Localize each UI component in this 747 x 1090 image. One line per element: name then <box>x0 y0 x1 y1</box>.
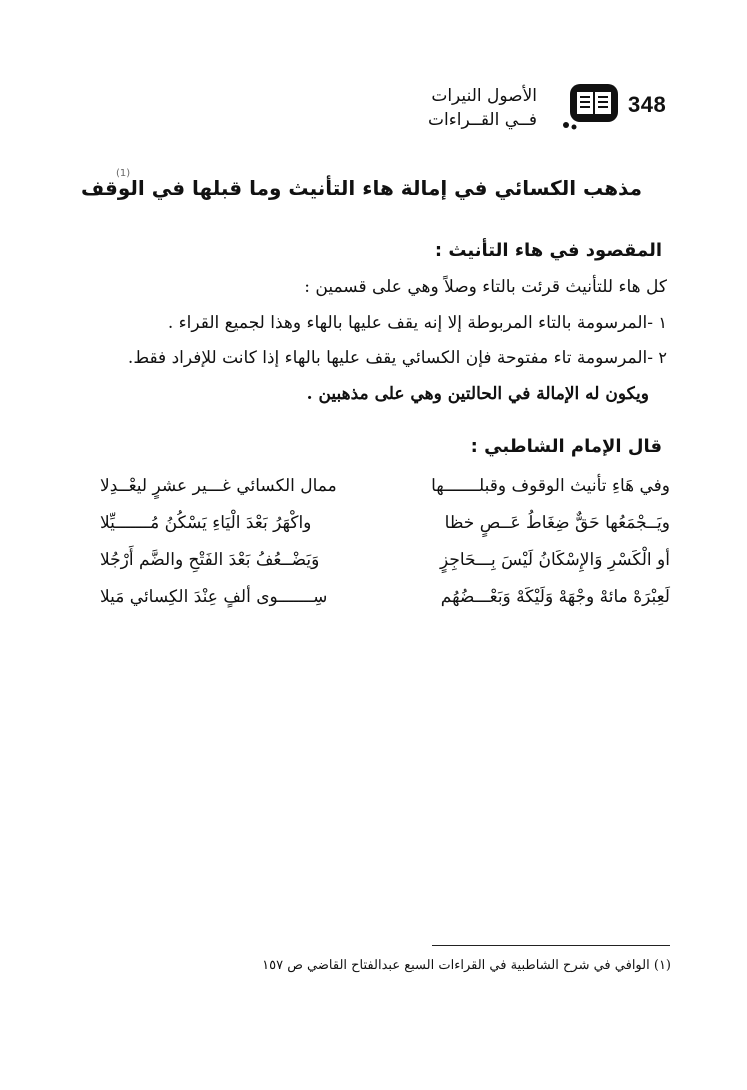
chapter-title: مذهب الكسائي في إمالة هاء التأنيث وما قبلها في الوقف <box>80 176 642 200</box>
section-intro: كل هاء للتأنيث قرئت بالتاء وصلاً وهي على قسمين : <box>304 277 667 297</box>
section-heading-meaning: المقصود في هاء التأنيث : <box>434 240 662 261</box>
verse-second-hemistich: وَيَضْــعُفُ بَعْدَ الفَتْحِ والضَّم أَرْجُلا <box>100 550 320 570</box>
list-item-1-number: ١ <box>658 313 667 332</box>
verse-first-hemistich: ويَــجْمَعُها حَقٌّ ضِغَاطُ عَــصٍ خظا <box>444 513 670 533</box>
list-item-1 <box>168 313 667 333</box>
book-title <box>397 84 537 132</box>
footnote-text: (١) الوافي في شرح الشاطبية في القراءات السبع عبدالفتاح القاضي ص ١٥٧ <box>262 958 671 973</box>
book-title-line2: فــي القــراءات <box>428 110 537 130</box>
section-heading-shatibi: قال الإمام الشاطبي : <box>470 436 662 457</box>
verse-second-hemistich: واكْهَرُ بَعْدَ الْيَاءِ يَسْكُنُ مُـــــــيِّلا <box>100 513 312 533</box>
list-item-2 <box>128 348 667 368</box>
open-book-logo-icon <box>562 82 620 132</box>
list-item-2-text: -المرسومة تاء مفتوحة فإن الكسائي يقف عليها بالهاء إذا كانت للإفراد فقط. <box>127 348 653 368</box>
page-number: 348 <box>628 92 667 117</box>
list-item-1-text: -المرسومة بالتاء المربوطة إلا إنه يقف عليها بالهاء وهذا لجميع القراء . <box>167 313 653 333</box>
verse-first-hemistich: وفي هَاءِ تأنيث الوقوف وقبلـــــــها <box>431 476 670 496</box>
verse-second-hemistich: سِـــــــوى ألفٍ عِنْدَ الكِسائي مَيلا <box>100 587 328 607</box>
verse-row <box>90 513 670 550</box>
verse-second-hemistich: ممال الكسائي غـــير عشرٍ ليعْــدِلا <box>100 476 337 496</box>
verse-first-hemistich: لَعِبْرَهْ مائهْ وجْهَهْ وَلَيْكَهْ وَبَعْـــضُهُم <box>440 587 670 607</box>
verse-row <box>90 550 670 587</box>
verse-first-hemistich: أو الْكَسْرِ وَالإِسْكَانُ لَيْسَ بِـــحَاجِزٍ <box>439 550 670 570</box>
section-conclusion: ويكون له الإمالة في الحالتين وهي على مذهبين . <box>306 384 649 404</box>
verse-row <box>90 587 670 624</box>
footnote-divider <box>432 945 670 946</box>
poem-verses <box>90 476 670 624</box>
verse-row <box>90 476 670 513</box>
footnote-marker: (1) <box>116 168 131 179</box>
list-item-2-number: ٢ <box>658 348 667 367</box>
book-title-line1: الأصول النيرات <box>431 86 537 106</box>
